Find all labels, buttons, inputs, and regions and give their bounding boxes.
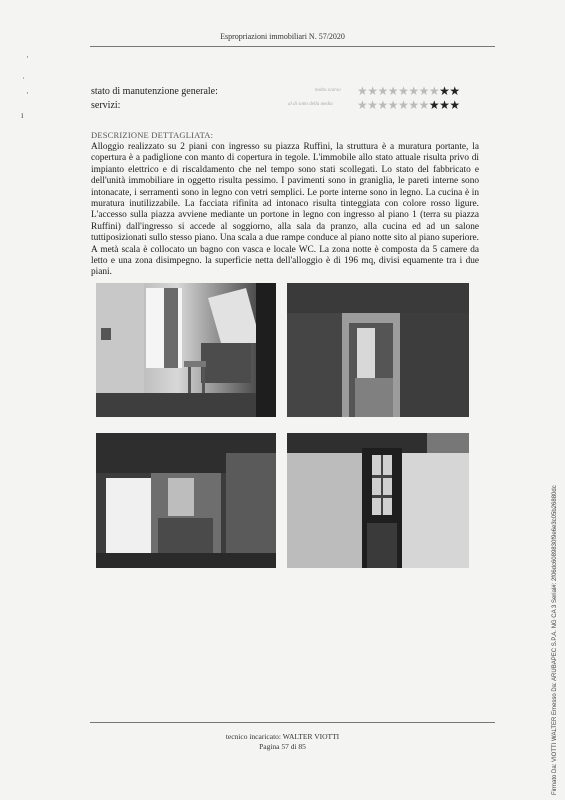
header-divider (90, 46, 495, 47)
photo-corridor (287, 433, 469, 568)
star-empty-icon: ★ (387, 98, 399, 112)
margin-mark: · (26, 88, 29, 98)
star-empty-icon: ★ (398, 84, 409, 98)
footer-page-number: Pagina 57 di 85 (259, 742, 306, 751)
photo-doorway-image (287, 283, 469, 417)
photo-sideboard (96, 433, 276, 568)
footer-divider (90, 722, 495, 723)
description-text: Alloggio realizzato su 2 piani con ingresso su piazza Ruffini, la struttura è a muratura portante, la copertura è a padiglione con manto di copertura in tegole. L'immobile allo stato attuale risulta privo di impianto elettrico e di riscaldamento che nel tempo sono stati scollegati. Lo stato del fabbricato e dell'unità immobiliare in oggetto risulta pessimo. I pavimenti sono in graniglia, le pareti interne sono intonacate, i serramenti sono in legno con vetri semplici. Le porte interne sono in legno. La cucina è in muratura inutilizzabile. La facciata rifinita ad intonaco risulta tinteggiata con colore rosso ligure. L'accesso sulla piazza avviene mediante un portone in legno con ingresso al piano 1 (terra su piazza Ruffini) dall'ingresso si accede al soggiorno, alla sala da pranzo, alla cucina ed ad un salone tuttiposizionati sullo stesso piano. Una scala a due rampe conduce al piano notte sito al piano superiore. A metà scala è collocato un bagno con vasca e locale WC. La zona notte è composta da 5 camere da letto e una zona disimpegno. la superficie netta dell'alloggio è di 196 mq, divisi equamente tra i due piani. (91, 142, 479, 278)
rating-stars-services (357, 98, 460, 113)
star-empty-icon: ★ (377, 84, 388, 98)
star-empty-icon: ★ (428, 84, 440, 98)
star-empty-icon: ★ (357, 98, 368, 112)
star-filled-icon: ★ (449, 98, 460, 112)
rating-hint-maintenance: molto scarso (315, 88, 341, 93)
rating-hint-services: al di sotto della media (288, 102, 333, 107)
page-header: Espropriazioni immobiliari N. 57/2020 (220, 32, 345, 41)
rating-label-maintenance: stato di manutenzione generale: (91, 86, 218, 97)
star-empty-icon: ★ (367, 84, 378, 98)
star-filled-icon: ★ (449, 84, 460, 98)
star-empty-icon: ★ (367, 98, 378, 112)
rating-stars-maintenance (357, 84, 460, 99)
star-empty-icon: ★ (418, 98, 429, 112)
star-empty-icon: ★ (408, 84, 419, 98)
rating-label-services: servizi: (91, 100, 121, 111)
star-empty-icon: ★ (377, 98, 388, 112)
star-filled-icon: ★ (428, 98, 440, 112)
star-empty-icon: ★ (387, 84, 399, 98)
star-filled-icon: ★ (439, 84, 450, 98)
star-empty-icon: ★ (418, 84, 429, 98)
photo-sideboard-image (96, 433, 276, 568)
star-empty-icon: ★ (357, 84, 368, 98)
photo-kitchen (96, 283, 276, 417)
photo-doorway (287, 283, 469, 417)
section-title: DESCRIZIONE DETTAGLIATA: (91, 130, 214, 140)
star-empty-icon: ★ (398, 98, 409, 112)
margin-mark: ˙ (22, 76, 25, 86)
footer-technician: tecnico incaricato: WALTER VIOTTI (225, 732, 340, 741)
digital-signature-stamp: Firmato Da: VIOTTI WALTER Emesso Da: ARUBAPEC S.P.A. NG CA 3 Serial#: 2f06dc6089830f9e6e3c05b26880dc (552, 485, 558, 795)
star-filled-icon: ★ (439, 98, 450, 112)
margin-mark: · (26, 52, 29, 62)
margin-mark: ɪ (21, 110, 24, 120)
star-empty-icon: ★ (408, 98, 419, 112)
photo-corridor-image (287, 433, 469, 568)
photo-kitchen-image (96, 283, 276, 417)
